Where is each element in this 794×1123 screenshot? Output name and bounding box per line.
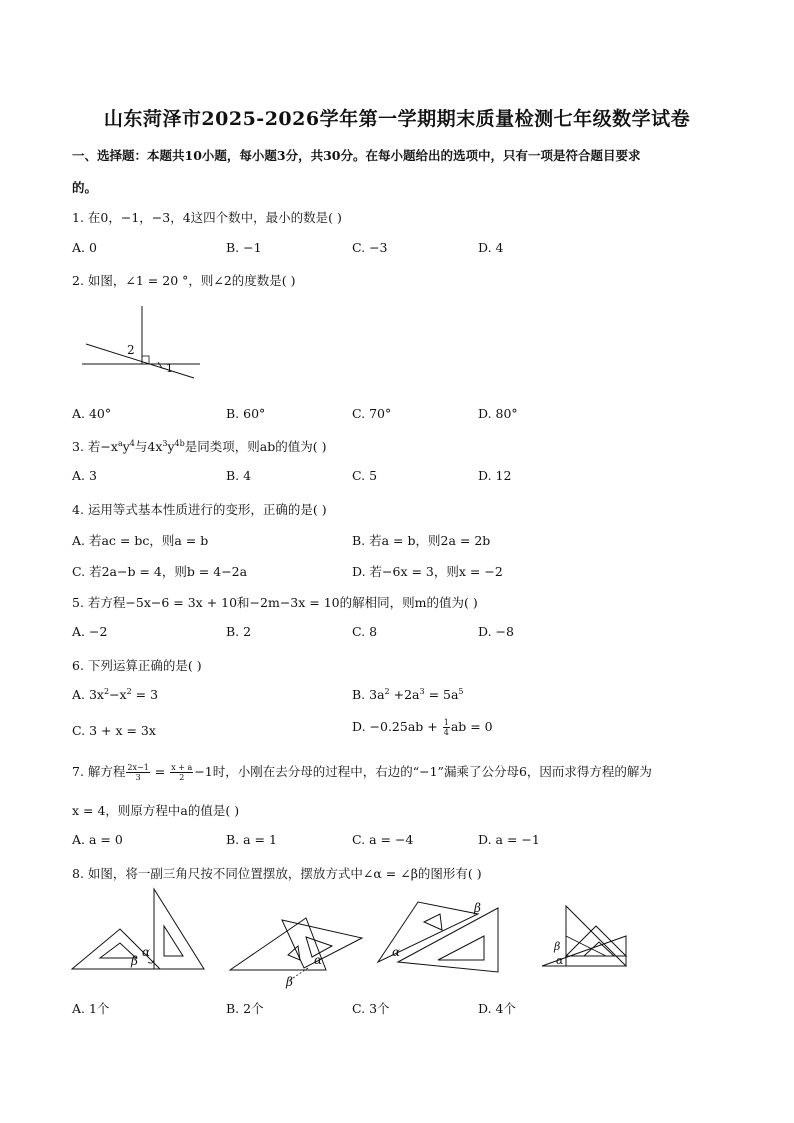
q1-option-b[interactable]: B. −1	[226, 240, 262, 255]
q3-option-d[interactable]: D. 12	[478, 468, 512, 483]
q7-option-b[interactable]: B. a = 1	[226, 832, 277, 847]
q8-option-b[interactable]: B. 2个	[226, 1001, 264, 1016]
q8-figure-3	[374, 894, 504, 978]
q6-option-a[interactable]: A. $3x^2-x^2 = 3$	[72, 687, 159, 702]
section-heading-cont: 的。	[72, 180, 98, 195]
q8-option-c[interactable]: C. 3个	[352, 1001, 390, 1016]
q7-option-a[interactable]: A. a = 0	[72, 832, 123, 847]
q1-option-d[interactable]: D. 4	[478, 240, 504, 255]
q2-option-a[interactable]: A. 40°	[72, 406, 112, 421]
q7-stem: 7. 解方程 $\frac{2x-1}{3}$ = $\frac{x + a}{2}$ −1时，小刚在去分母的过程中，右边的“−1”漏乘了公分母6，因而求得方程的解为	[72, 763, 652, 782]
section-heading: 一、选择题：本题共10小题，每小题3分，共30分。在每小题给出的选项中，只有一项是符合题目要求	[72, 148, 641, 163]
fraction-quarter: $\frac{1}{4}$	[443, 718, 449, 737]
q8-fig4-beta: β	[554, 940, 561, 953]
q8-fig1-beta: β	[131, 954, 138, 968]
q8-fig3-alpha: α	[392, 945, 401, 959]
fraction-right: $\frac{x + a}{2}$	[171, 763, 193, 782]
q4-option-c[interactable]: C. 若2a−b = 4，则b = 4−2a	[72, 564, 248, 579]
q1-option-c[interactable]: C. −3	[352, 240, 388, 255]
q6-stem: 6. 下列运算正确的是( )	[72, 658, 202, 673]
q2-option-d[interactable]: D. 80°	[478, 406, 518, 421]
q7-option-d[interactable]: D. a = −1	[478, 832, 540, 847]
q1-option-a[interactable]: A. 0	[72, 240, 97, 255]
q8-fig2-beta: β	[286, 975, 293, 989]
q2-angle-1-label: 1	[166, 362, 173, 375]
q4-stem: 4. 运用等式基本性质进行的变形，正确的是( )	[72, 502, 327, 517]
q5-option-d[interactable]: D. −8	[478, 624, 514, 639]
q8-figure-1	[70, 886, 208, 972]
q5-option-b[interactable]: B. 2	[226, 624, 252, 639]
q1-stem: 1. 在0，−1，−3，4这四个数中，最小的数是( )	[72, 210, 342, 225]
q3-option-b[interactable]: B. 4	[226, 468, 252, 483]
q5-option-a[interactable]: A. −2	[72, 624, 108, 639]
q3-option-c[interactable]: C. 5	[352, 468, 378, 483]
q8-option-d[interactable]: D. 4个	[478, 1001, 516, 1016]
q4-option-b[interactable]: B. 若a = b，则2a = 2b	[352, 533, 491, 548]
q2-figure	[78, 302, 208, 386]
q8-fig2-alpha: α	[314, 953, 323, 967]
q8-fig3-beta: β	[474, 901, 481, 915]
q4-option-a[interactable]: A. 若ac = bc，则a = b	[72, 533, 209, 548]
q6-option-c[interactable]: C. 3 + x = 3x	[72, 723, 156, 738]
q5-option-c[interactable]: C. 8	[352, 624, 378, 639]
q3-stem: 3. 若$-x^ay^4$与$4x^3y^{4b}$是同类项，则ab的值为( )	[72, 439, 327, 454]
q2-option-c[interactable]: C. 70°	[352, 406, 392, 421]
q2-option-b[interactable]: B. 60°	[226, 406, 266, 421]
fraction-left: $\frac{2x-1}{3}$	[127, 763, 149, 782]
q8-figure-2	[226, 912, 366, 990]
q8-figure-4	[538, 904, 632, 970]
q2-angle-2-label: 2	[127, 343, 135, 357]
q4-option-d[interactable]: D. 若−6x = 3，则x = −2	[352, 564, 503, 579]
q2-stem: 2. 如图，∠1 = 20 °，则∠2的度数是( )	[72, 273, 296, 288]
q5-stem: 5. 若方程−5x−6 = 3x + 10和−2m−3x = 10的解相同，则m的值为( )	[72, 595, 478, 610]
q8-option-a[interactable]: A. 1个	[72, 1001, 110, 1016]
q8-fig1-alpha: α	[142, 945, 151, 959]
q8-stem: 8. 如图，将一副三角尺按不同位置摆放，摆放方式中∠α = ∠β的图形有( )	[72, 866, 482, 881]
q6-option-b[interactable]: B. $3a^2 +2a^3 = 5a^5$	[352, 687, 464, 702]
q7-option-c[interactable]: C. a = −4	[352, 832, 414, 847]
q7-stem-cont: x = 4，则原方程中a的值是( )	[72, 803, 240, 818]
q8-fig4-alpha: α	[556, 954, 564, 967]
q6-option-d[interactable]: D. −0.25ab + $\frac{1}{4}$ ab = 0	[352, 718, 493, 737]
q3-option-a[interactable]: A. 3	[72, 468, 97, 483]
page-title: 山东菏泽市2025-2026学年第一学期期末质量检测七年级数学试卷	[103, 108, 691, 130]
